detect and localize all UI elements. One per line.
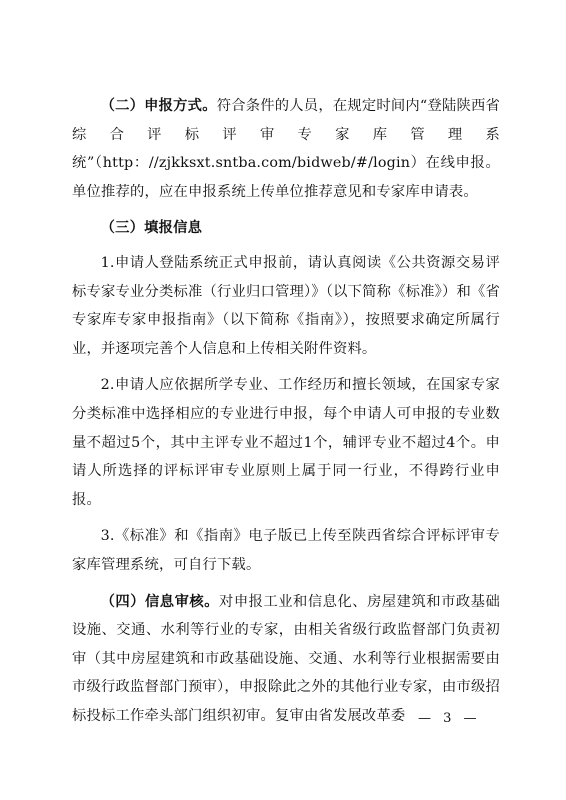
info-review-text: 对申报工业和信息化、房屋建筑和市政基础设施、交通、水利等行业的专家，由相关省级行政监督部门负责初审（其中房屋建筑和市政基础设施、交通、水利等行业根据需要由市级行政监督部门预审），申报除此之外的其他行业专家，由市级招标投标工作牵头部门组织初审。复审由省发展改革委 — [72, 593, 500, 724]
paragraph-info-review — [72, 588, 500, 731]
fill-info-item-3: 3.《标准》和《指南》电子版已上传至陕西省综合评标评审专家库管理系统，可自行下载。 — [72, 528, 500, 573]
paragraph-fill-info-heading — [72, 214, 500, 243]
submission-method-text: 符合条件的人员，在规定时间内“登陆陕西省综合评标评审专家库管理系统”（http：//zjkksxt.sntba.com/bidweb/#/login）在线申报。单位推荐的，应在申报系统上传单位推荐意见和专家库申请表。 — [72, 98, 500, 200]
fill-info-item-1: 1.申请人登陆系统正式申报前，请认真阅读《公共资源交易评标专家专业分类标准（行业归口管理）》（以下简称《标准》）和《省专家库专家申报指南》（以下简称《指南》），按照要求确定所属行业，并逐项完善个人信息和上传相关附件资料。 — [72, 254, 500, 357]
section-heading-fill-info: （三）填报信息 — [100, 220, 203, 237]
paragraph-submission-method — [72, 92, 500, 206]
page-number: — 3 — — [418, 711, 481, 726]
section-heading-info-review: （四）信息审核。 — [100, 593, 220, 610]
document-body — [72, 92, 500, 738]
fill-info-item-2: 2.申请人应依据所学专业、工作经历和擅长领域，在国家专家分类标准中选择相应的专业进行申报，每个申请人可申报的专业数量不超过5个，其中主评专业不超过1个，辅评专业不超过4个。申请人所选择的评标评审专业原则上属于同一行业，不得跨行业申报。 — [72, 377, 500, 508]
section-heading-submission-method: （二）申报方式。 — [100, 98, 217, 114]
